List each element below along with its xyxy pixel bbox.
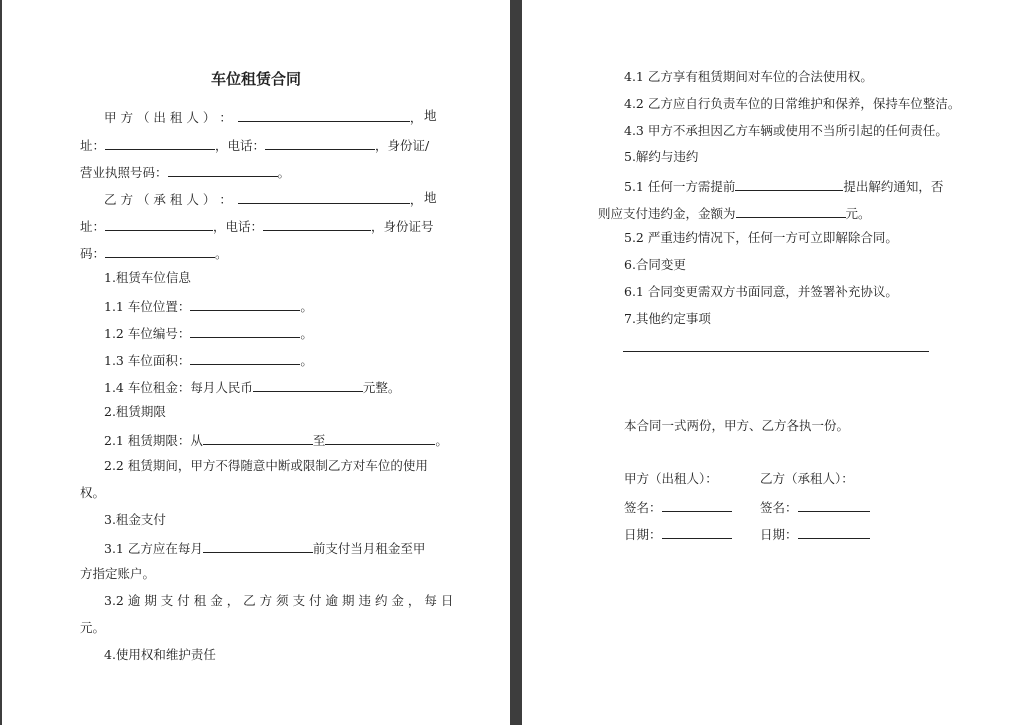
- party-a-line-1: [104, 108, 422, 126]
- party-a-date: [624, 525, 732, 543]
- party-a-date-blank[interactable]: [662, 525, 732, 539]
- punct: 。: [277, 165, 291, 180]
- clause-label: 则应支付违约金，金额为: [598, 206, 736, 221]
- party-a-line-2: [80, 136, 429, 154]
- id-label: ，身份证/: [375, 138, 430, 153]
- signature-label: 签名：: [624, 500, 662, 515]
- clause-label: 1.3 车位面积：: [104, 353, 191, 368]
- clause-label: 1.2 车位编号：: [104, 326, 191, 341]
- id-label: ，身份证号: [371, 219, 434, 234]
- clause-1-3: [104, 351, 313, 369]
- clause-3-1-line-1: [104, 539, 425, 557]
- clause-suffix: 元整。: [362, 380, 401, 395]
- clause-label: 1.4 车位租金：每月人民币: [104, 380, 253, 395]
- party-a-address-blank[interactable]: [105, 136, 215, 150]
- section-7-heading: 7.其他约定事项: [624, 311, 711, 326]
- parking-number-blank[interactable]: [190, 324, 300, 338]
- phone-label: ，电话：: [213, 219, 264, 234]
- term-end-blank[interactable]: [325, 431, 435, 445]
- punct: 。: [300, 353, 313, 368]
- clause-4-1: 4.1 乙方享有租赁期间对车位的合法使用权。: [624, 69, 873, 84]
- section-1-heading: 1.租赁车位信息: [104, 270, 191, 285]
- party-a-license-blank[interactable]: [168, 163, 278, 177]
- document-page-left: [2, 0, 510, 725]
- clause-2-1: [104, 431, 448, 449]
- clause-1-4: [104, 378, 400, 396]
- notice-period-blank[interactable]: [735, 177, 843, 191]
- party-a-signature-blank[interactable]: [662, 498, 732, 512]
- copies-statement: 本合同一式两份，甲方、乙方各执一份。: [624, 418, 850, 433]
- clause-2-2-line-1: 2.2 租赁期间，甲方不得随意中断或限制乙方对车位的使用: [104, 458, 428, 473]
- party-b-line-1: [104, 190, 422, 208]
- section-5-heading: 5.解约与违约: [624, 149, 699, 164]
- clause-label: 1.1 车位位置：: [104, 299, 191, 314]
- party-a-phone-blank[interactable]: [265, 136, 375, 150]
- clause-suffix: 元。: [845, 206, 871, 221]
- party-b-id-blank[interactable]: [105, 244, 215, 258]
- party-b-phone-blank[interactable]: [263, 217, 371, 231]
- punct: ，: [409, 110, 423, 125]
- term-start-blank[interactable]: [203, 431, 313, 445]
- party-b-label: 乙 方 （ 承 租 人 ） ：: [104, 192, 232, 207]
- phone-label: ，电话：: [215, 138, 266, 153]
- clause-label: 3.1 乙方应在每月: [104, 541, 203, 556]
- clause-3-1-line-2: 方指定账户。: [80, 566, 156, 581]
- sign-party-a-label: 甲方（出租人）：: [624, 471, 718, 486]
- clause-3-2-line-1: 3.2 逾 期 支 付 租 金 ， 乙 方 须 支 付 逾 期 违 约 金 ， 每 日: [104, 593, 454, 608]
- party-a-address-label: 地: [424, 108, 437, 123]
- section-4-heading: 4.使用权和维护责任: [104, 647, 216, 662]
- party-b-address-blank[interactable]: [105, 217, 213, 231]
- clause-1-1: [104, 297, 313, 315]
- address-label: 址：: [80, 219, 106, 234]
- license-label: 营业执照号码：: [80, 165, 168, 180]
- clause-6-1: 6.1 合同变更需双方书面同意，并签署补充协议。: [624, 284, 898, 299]
- clause-1-2: [104, 324, 313, 342]
- payment-day-blank[interactable]: [203, 539, 313, 553]
- signature-label: 签名：: [760, 500, 798, 515]
- clause-5-1-line-2: [598, 204, 871, 222]
- party-b-line-3: [80, 244, 228, 262]
- party-b-signature: [760, 498, 870, 516]
- document-page-right: [522, 0, 1032, 725]
- clause-2-2-line-2: 权。: [80, 485, 106, 500]
- document-title: 车位租赁合同: [210, 70, 301, 88]
- party-a-signature: [624, 498, 732, 516]
- punct: 。: [215, 246, 228, 261]
- date-label: 日期：: [624, 527, 662, 542]
- party-b-signature-blank[interactable]: [798, 498, 870, 512]
- section-3-heading: 3.租金支付: [104, 512, 166, 527]
- punct: 。: [300, 299, 313, 314]
- clause-3-2-line-2: 元。: [80, 620, 106, 635]
- section-2-heading: 2.租赁期限: [104, 404, 166, 419]
- rent-amount-blank[interactable]: [253, 378, 363, 392]
- clause-suffix: 提出解约通知，否: [843, 179, 944, 194]
- clause-suffix: 前支付当月租金至甲: [312, 541, 426, 556]
- address-label: 址：: [80, 138, 106, 153]
- party-a-label: 甲 方 （ 出 租 人 ） ：: [104, 110, 232, 125]
- party-b-address-label: 地: [424, 190, 437, 205]
- section-6-heading: 6.合同变更: [624, 257, 686, 272]
- punct: 。: [300, 326, 313, 341]
- clause-label: 5.1 任何一方需提前: [624, 179, 736, 194]
- party-b-name-blank[interactable]: [238, 190, 410, 204]
- clause-4-3: 4.3 甲方不承担因乙方车辆或使用不当所引起的任何责任。: [624, 123, 948, 138]
- party-b-date-blank[interactable]: [798, 525, 870, 539]
- date-label: 日期：: [760, 527, 798, 542]
- sign-party-b-label: 乙方（承租人）：: [760, 471, 854, 486]
- clause-5-1-line-1: [624, 177, 943, 195]
- clause-4-2: 4.2 乙方应自行负责车位的日常维护和保养，保持车位整洁。: [624, 96, 961, 111]
- clause-label: 2.1 租赁期限：从: [104, 433, 203, 448]
- id-label: 码：: [80, 246, 106, 261]
- punct: ，: [409, 192, 423, 207]
- party-a-name-blank[interactable]: [238, 108, 410, 122]
- clause-connector: 至: [312, 433, 326, 448]
- parking-location-blank[interactable]: [190, 297, 300, 311]
- clause-5-2: 5.2 严重违约情况下，任何一方可立即解除合同。: [624, 230, 898, 245]
- parking-area-blank[interactable]: [190, 351, 300, 365]
- party-b-date: [760, 525, 870, 543]
- party-b-line-2: [80, 217, 434, 235]
- penalty-amount-blank[interactable]: [736, 204, 846, 218]
- punct: 。: [435, 433, 448, 448]
- other-terms-blank-line[interactable]: [623, 351, 929, 352]
- party-a-line-3: [80, 163, 290, 181]
